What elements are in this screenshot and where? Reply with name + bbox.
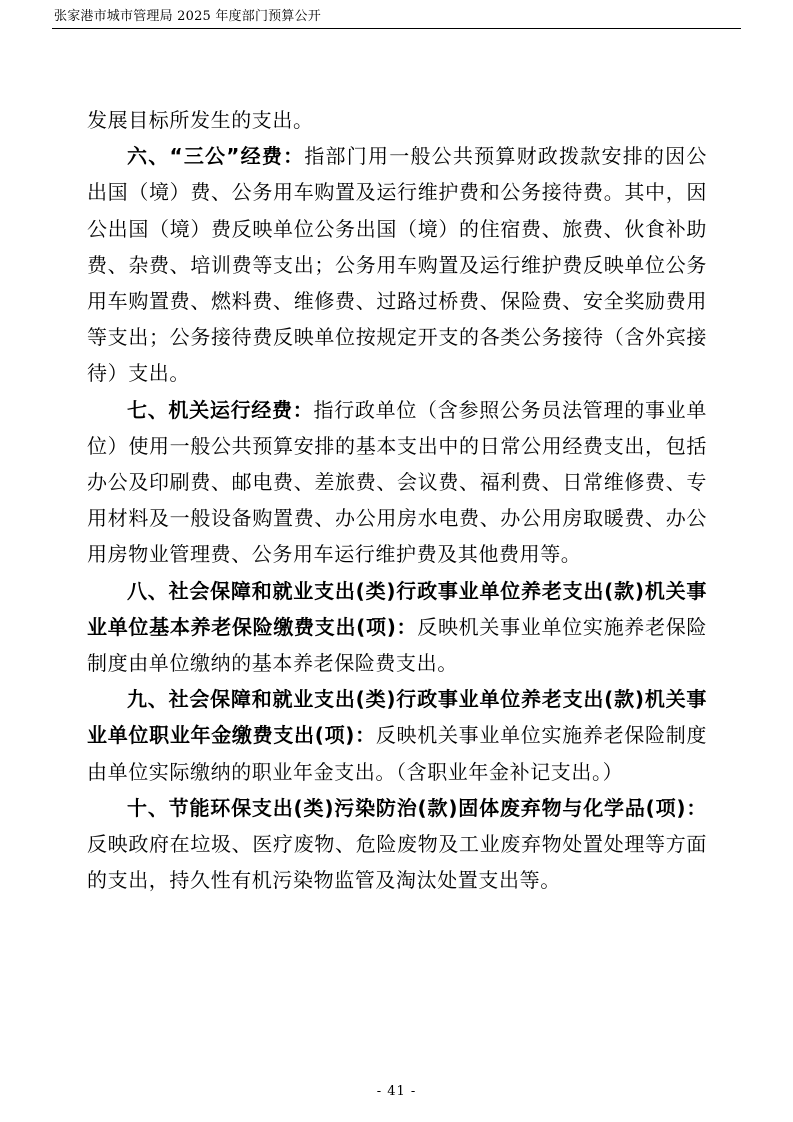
paragraph-lead: 九、社会保障和就业支出(类)行政事业单位养老支出(款)机关事业单位职业年金缴费支出(项)： [87, 687, 707, 748]
paragraph-occupational-annuity [87, 681, 707, 790]
paragraph-agency-operating-costs [87, 392, 707, 573]
page-number: - 41 - [376, 1084, 417, 1099]
page-header: 张家港市城市管理局 2025 年度部门预算公开 [54, 9, 321, 24]
paragraph-lead: 六、“三公”经费： [127, 144, 305, 169]
paragraph-lead: 八、社会保障和就业支出(类)行政事业单位养老支出(款)机关事业单位基本养老保险缴费支出(项)： [87, 578, 707, 639]
paragraph-lead: 七、机关运行经费： [127, 397, 314, 422]
paragraph-lead: 十、节能环保支出(类)污染防治(款)固体废弃物与化学品(项)： [127, 795, 707, 820]
paragraph-continuation [87, 102, 707, 138]
document-body [87, 102, 707, 898]
paragraph-text: 反映机关事业单位实施养老保险制度由单位缴纳的基本养老保险费支出。 [87, 614, 707, 676]
paragraph-solid-waste-chemicals [87, 790, 707, 899]
paragraph-text: 指行政单位（含参照公务员法管理的事业单位）使用一般公共预算安排的基本支出中的日常公用经费支出，包括办公及印刷费、邮电费、差旅费、会议费、福利费、日常维修费、专用材料及一般设备购置费、办公用房水电费、办公用房取暖费、办公用房物业管理费、公务用车运行维护费及其他费用等。 [87, 397, 707, 567]
paragraph-text: 反映政府在垃圾、医疗废物、危险废物及工业废弃物处置处理等方面的支出，持久性有机污染物监管及淘汰处置支出等。 [87, 832, 707, 893]
paragraph-text: 反映机关事业单位实施养老保险制度由单位实际缴纳的职业年金支出。（含职业年金补记支出。） [87, 723, 707, 784]
paragraph-text: 指部门用一般公共预算财政拨款安排的因公出国（境）费、公务用车购置及运行维护费和公务接待费。其中，因公出国（境）费反映单位公务出国（境）的住宿费、旅费、伙食补助费、杂费、培训费等支出；公务用车购置及运行维护费反映单位公务用车购置费、燃料费、维修费、过路过桥费、保险费、安全奖励费用等支出；公务接待费反映单位按规定开支的各类公务接待（含外宾接待）支出。 [87, 144, 707, 386]
paragraph-three-public-expenses [87, 138, 707, 391]
header-rule [52, 28, 741, 29]
paragraph-basic-pension-contribution [87, 573, 707, 682]
paragraph-text: 发展目标所发生的支出。 [87, 108, 314, 132]
